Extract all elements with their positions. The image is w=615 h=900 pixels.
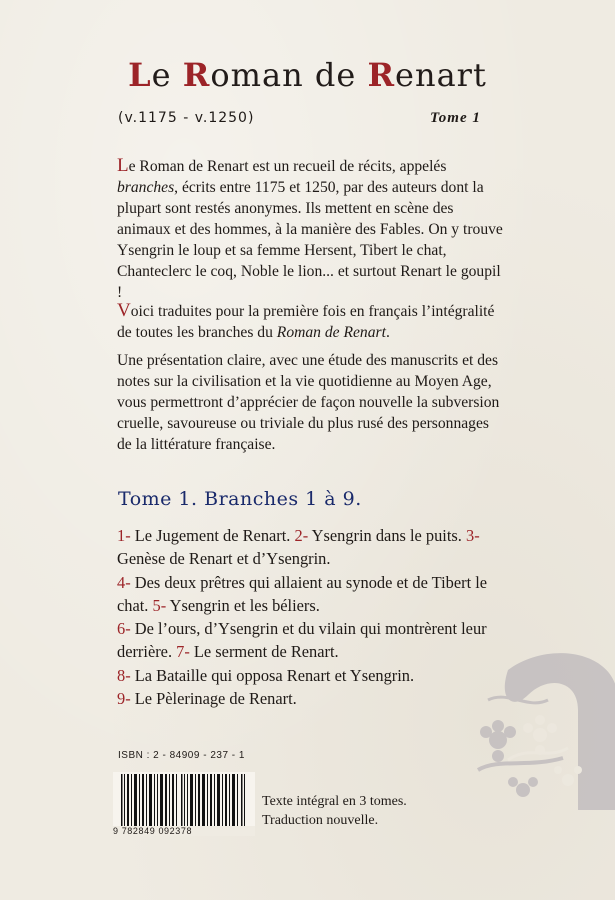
title-initial-r2: R	[367, 56, 396, 94]
branch-title: Ysengrin et les béliers.	[166, 595, 320, 615]
voici-title: Roman de Renart	[276, 324, 386, 341]
branch-list	[117, 524, 502, 710]
date-range: (v.1175 - v.1250)	[118, 110, 255, 126]
branch-number: 6-	[117, 619, 131, 639]
branch-number: 7-	[176, 642, 190, 662]
title-initial-r: R	[182, 56, 211, 94]
book-title	[0, 56, 615, 94]
branch-number: 9-	[117, 689, 131, 709]
presentation-paragraph: Une présentation claire, avec une étude des manuscrits et des notes sur la civilisation et la vie quotidienne au Moyen Age, vous permettront d’apprécier de façon nouvelle la subversion cruelle, savoureuse ou triviale du plus rusé des personnages de la littérature française.	[117, 352, 500, 453]
branch-number: 8-	[117, 665, 131, 685]
voici-text-b: .	[385, 324, 390, 341]
branch-title: Ysengrin dans le puits.	[308, 526, 466, 545]
drop-cap: V	[117, 300, 131, 321]
edition-note-line1: Texte intégral en 3 tomes.	[262, 794, 407, 809]
section-heading: Tome 1. Branches 1 à 9.	[118, 488, 362, 510]
branch-title: La Bataille qui opposa Renart et Ysengrin.	[130, 665, 415, 685]
intro-branches-word: branches	[117, 179, 175, 196]
title-le: e	[151, 56, 172, 94]
title-renart: enart	[395, 56, 487, 94]
voici-paragraph	[117, 300, 507, 343]
branch-number: 3-	[466, 526, 480, 545]
branch-title: Genèse de Renart et d’Ysengrin.	[117, 549, 331, 569]
drop-cap: L	[117, 155, 129, 176]
branch-title: Des deux prêtres qui allaient au synode et de Tibert le chat.	[117, 572, 488, 615]
branch-title: Le serment de Renart.	[189, 642, 339, 662]
intro-paragraph	[117, 155, 507, 303]
branch-number: 2-	[294, 526, 309, 545]
branch-number: 5-	[152, 595, 167, 615]
floral-initial-ornament-icon	[468, 640, 615, 810]
intro-text-a: e Roman de Renart est un recueil de récits, appelés	[128, 158, 447, 175]
branch-number: 4-	[117, 572, 131, 592]
edition-note-line2: Traduction nouvelle.	[262, 813, 379, 828]
title-roman: oman	[210, 56, 304, 94]
barcode-icon	[113, 770, 255, 834]
title-de: de	[314, 56, 357, 94]
edition-note	[262, 792, 407, 830]
branch-number: 1-	[117, 526, 131, 545]
title-initial-l: L	[128, 56, 152, 94]
branch-title: Le Jugement de Renart.	[130, 526, 295, 545]
voici-text-a: oici traduites pour la première fois en français l’intégralité de toutes les branches du	[117, 303, 495, 341]
branch-title: De l’ours, d’Ysengrin et du vilain qui montrèrent leur derrière.	[117, 619, 487, 662]
tome-label: Tome 1	[430, 110, 481, 126]
branch-title: Le Pèlerinage de Renart.	[130, 689, 297, 709]
intro-text-b: , écrits entre 1175 et 1250, par des auteurs dont la plupart sont restés anonymes. Ils mettent en scène des animaux et des hommes, à la manière des Fables. On y trouve Ysengrin le loup et sa femme Hersent, Tibert le chat, Chanteclerc le coq, Noble le lion... et surtout Renart le goupil !	[117, 179, 503, 301]
barcode-digits: 9 782849 092378	[113, 826, 255, 836]
isbn-number: ISBN : 2 - 84909 - 237 - 1	[118, 750, 245, 761]
